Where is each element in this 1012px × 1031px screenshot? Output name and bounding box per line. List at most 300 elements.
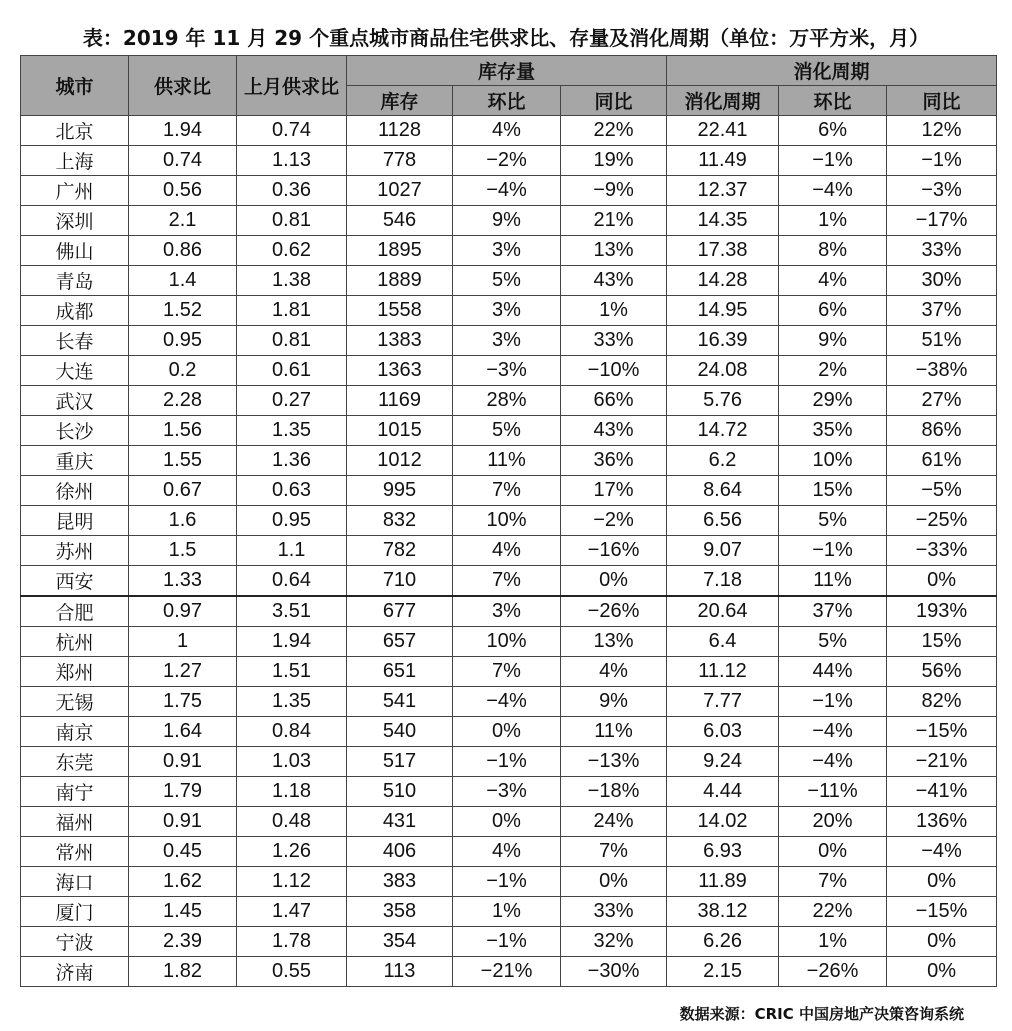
cell-city: 长沙 bbox=[21, 416, 129, 446]
cell-cycle: 22.41 bbox=[667, 116, 779, 146]
header-cycle-yoy: 同比 bbox=[887, 86, 997, 116]
cell-last-ratio: 0.27 bbox=[237, 386, 347, 416]
cell-cycle-mom: 0% bbox=[779, 837, 887, 867]
cell-inventory-yoy: 7% bbox=[561, 837, 667, 867]
cell-cycle-yoy: 15% bbox=[887, 627, 997, 657]
cell-inventory-mom: −3% bbox=[453, 356, 561, 386]
cell-inventory-yoy: −2% bbox=[561, 506, 667, 536]
cell-cycle-mom: 5% bbox=[779, 506, 887, 536]
cell-city: 东莞 bbox=[21, 747, 129, 777]
cell-cycle-mom: −11% bbox=[779, 777, 887, 807]
cell-cycle-mom: 11% bbox=[779, 566, 887, 597]
cell-last-ratio: 0.63 bbox=[237, 476, 347, 506]
cell-inventory-mom: 0% bbox=[453, 807, 561, 837]
cell-ratio: 0.97 bbox=[129, 596, 237, 627]
cell-inventory-mom: 3% bbox=[453, 236, 561, 266]
header-inventory-mom: 环比 bbox=[453, 86, 561, 116]
cell-inventory-mom: 10% bbox=[453, 506, 561, 536]
cell-inventory: 1383 bbox=[347, 326, 453, 356]
cell-last-ratio: 0.48 bbox=[237, 807, 347, 837]
cell-inventory-mom: 3% bbox=[453, 326, 561, 356]
cell-city: 常州 bbox=[21, 837, 129, 867]
cell-inventory: 832 bbox=[347, 506, 453, 536]
cell-ratio: 1.33 bbox=[129, 566, 237, 597]
cell-ratio: 1.62 bbox=[129, 867, 237, 897]
header-cycle-group: 消化周期 bbox=[667, 56, 997, 86]
table-row bbox=[21, 296, 997, 326]
cell-city: 大连 bbox=[21, 356, 129, 386]
cell-ratio: 1.45 bbox=[129, 897, 237, 927]
table-row bbox=[21, 536, 997, 566]
cell-cycle-mom: 1% bbox=[779, 206, 887, 236]
cell-inventory: 1558 bbox=[347, 296, 453, 326]
cell-cycle: 24.08 bbox=[667, 356, 779, 386]
cell-cycle-mom: 35% bbox=[779, 416, 887, 446]
table-row bbox=[21, 627, 997, 657]
table-row bbox=[21, 416, 997, 446]
cell-ratio: 1.27 bbox=[129, 657, 237, 687]
cell-cycle: 14.95 bbox=[667, 296, 779, 326]
cell-inventory-yoy: 1% bbox=[561, 296, 667, 326]
cell-ratio: 0.45 bbox=[129, 837, 237, 867]
cell-cycle: 8.64 bbox=[667, 476, 779, 506]
table-row bbox=[21, 116, 997, 146]
cell-cycle-mom: −4% bbox=[779, 176, 887, 206]
cell-last-ratio: 1.81 bbox=[237, 296, 347, 326]
cell-inventory: 546 bbox=[347, 206, 453, 236]
cell-cycle: 20.64 bbox=[667, 596, 779, 627]
cell-inventory-mom: 4% bbox=[453, 837, 561, 867]
cell-city: 北京 bbox=[21, 116, 129, 146]
cell-inventory: 782 bbox=[347, 536, 453, 566]
cell-cycle-mom: 37% bbox=[779, 596, 887, 627]
cell-inventory: 1027 bbox=[347, 176, 453, 206]
cell-inventory-mom: 3% bbox=[453, 596, 561, 627]
cell-city: 昆明 bbox=[21, 506, 129, 536]
cell-inventory: 778 bbox=[347, 146, 453, 176]
cell-inventory: 431 bbox=[347, 807, 453, 837]
cell-last-ratio: 1.1 bbox=[237, 536, 347, 566]
cell-last-ratio: 1.36 bbox=[237, 446, 347, 476]
cell-ratio: 2.1 bbox=[129, 206, 237, 236]
cell-last-ratio: 0.74 bbox=[237, 116, 347, 146]
cell-cycle-yoy: 56% bbox=[887, 657, 997, 687]
cell-city: 厦门 bbox=[21, 897, 129, 927]
cell-inventory: 677 bbox=[347, 596, 453, 627]
cell-cycle-yoy: −33% bbox=[887, 536, 997, 566]
cell-cycle-yoy: −17% bbox=[887, 206, 997, 236]
cell-inventory-yoy: 43% bbox=[561, 416, 667, 446]
cell-inventory-yoy: 43% bbox=[561, 266, 667, 296]
cell-cycle-yoy: 0% bbox=[887, 927, 997, 957]
table-title: 表：2019 年 11 月 29 个重点城市商品住宅供求比、存量及消化周期（单位：万平方米，月） bbox=[82, 26, 930, 50]
cell-cycle-yoy: −38% bbox=[887, 356, 997, 386]
table-row bbox=[21, 957, 997, 987]
cell-cycle: 6.26 bbox=[667, 927, 779, 957]
table-row bbox=[21, 687, 997, 717]
cell-inventory: 358 bbox=[347, 897, 453, 927]
cell-cycle-mom: 5% bbox=[779, 627, 887, 657]
table-row bbox=[21, 506, 997, 536]
cell-ratio: 1.94 bbox=[129, 116, 237, 146]
cell-last-ratio: 1.03 bbox=[237, 747, 347, 777]
cell-cycle: 11.12 bbox=[667, 657, 779, 687]
cell-last-ratio: 0.62 bbox=[237, 236, 347, 266]
cell-city: 成都 bbox=[21, 296, 129, 326]
cell-inventory-mom: −2% bbox=[453, 146, 561, 176]
cell-ratio: 1.82 bbox=[129, 957, 237, 987]
cell-inventory-mom: 3% bbox=[453, 296, 561, 326]
cell-ratio: 1.52 bbox=[129, 296, 237, 326]
cell-inventory-mom: 1% bbox=[453, 897, 561, 927]
cell-cycle: 38.12 bbox=[667, 897, 779, 927]
cell-inventory: 1015 bbox=[347, 416, 453, 446]
cell-ratio: 0.74 bbox=[129, 146, 237, 176]
table-row bbox=[21, 206, 997, 236]
cell-city: 南宁 bbox=[21, 777, 129, 807]
cell-inventory-yoy: 24% bbox=[561, 807, 667, 837]
cell-inventory-mom: 0% bbox=[453, 717, 561, 747]
cell-city: 郑州 bbox=[21, 657, 129, 687]
cell-last-ratio: 0.64 bbox=[237, 566, 347, 597]
cell-cycle: 6.2 bbox=[667, 446, 779, 476]
cell-inventory: 517 bbox=[347, 747, 453, 777]
cell-last-ratio: 1.38 bbox=[237, 266, 347, 296]
cell-ratio: 2.39 bbox=[129, 927, 237, 957]
cell-cycle: 16.39 bbox=[667, 326, 779, 356]
header-city: 城市 bbox=[21, 56, 129, 116]
cell-inventory-yoy: 11% bbox=[561, 717, 667, 747]
cell-city: 佛山 bbox=[21, 236, 129, 266]
table-row bbox=[21, 657, 997, 687]
cell-inventory: 383 bbox=[347, 867, 453, 897]
cell-inventory: 1012 bbox=[347, 446, 453, 476]
header-ratio: 供求比 bbox=[129, 56, 237, 116]
cell-inventory-yoy: −26% bbox=[561, 596, 667, 627]
cell-inventory-yoy: 17% bbox=[561, 476, 667, 506]
cell-city: 西安 bbox=[21, 566, 129, 597]
cell-cycle-yoy: 0% bbox=[887, 957, 997, 987]
cell-cycle-yoy: −4% bbox=[887, 837, 997, 867]
table-row bbox=[21, 867, 997, 897]
cell-last-ratio: 0.55 bbox=[237, 957, 347, 987]
cell-ratio: 0.91 bbox=[129, 807, 237, 837]
cell-inventory-mom: 28% bbox=[453, 386, 561, 416]
cell-cycle: 9.24 bbox=[667, 747, 779, 777]
table-row bbox=[21, 807, 997, 837]
cell-inventory-mom: 9% bbox=[453, 206, 561, 236]
cell-city: 重庆 bbox=[21, 446, 129, 476]
cell-cycle-yoy: −15% bbox=[887, 717, 997, 747]
source-note: 数据来源：CRIC 中国房地产决策咨询系统 bbox=[679, 1005, 964, 1023]
cell-ratio: 0.2 bbox=[129, 356, 237, 386]
cell-last-ratio: 1.13 bbox=[237, 146, 347, 176]
cell-cycle-yoy: 136% bbox=[887, 807, 997, 837]
cell-cycle: 6.93 bbox=[667, 837, 779, 867]
cell-cycle-mom: 9% bbox=[779, 326, 887, 356]
cell-inventory: 657 bbox=[347, 627, 453, 657]
cell-cycle-mom: −4% bbox=[779, 717, 887, 747]
cell-inventory: 540 bbox=[347, 717, 453, 747]
cell-city: 上海 bbox=[21, 146, 129, 176]
cell-last-ratio: 0.84 bbox=[237, 717, 347, 747]
cell-cycle-mom: 2% bbox=[779, 356, 887, 386]
header-inventory-group: 库存量 bbox=[347, 56, 667, 86]
cell-last-ratio: 3.51 bbox=[237, 596, 347, 627]
cell-ratio: 1.75 bbox=[129, 687, 237, 717]
cell-cycle: 6.03 bbox=[667, 717, 779, 747]
cell-inventory-yoy: 22% bbox=[561, 116, 667, 146]
cell-inventory: 651 bbox=[347, 657, 453, 687]
cell-cycle-yoy: 37% bbox=[887, 296, 997, 326]
cell-inventory-mom: 4% bbox=[453, 536, 561, 566]
cell-cycle-mom: 6% bbox=[779, 296, 887, 326]
cell-ratio: 1.6 bbox=[129, 506, 237, 536]
cell-inventory: 541 bbox=[347, 687, 453, 717]
cell-last-ratio: 1.78 bbox=[237, 927, 347, 957]
cell-cycle: 14.28 bbox=[667, 266, 779, 296]
cell-cycle-yoy: 30% bbox=[887, 266, 997, 296]
cell-ratio: 1.64 bbox=[129, 717, 237, 747]
cell-city: 苏州 bbox=[21, 536, 129, 566]
cell-cycle-yoy: −1% bbox=[887, 146, 997, 176]
table-row bbox=[21, 927, 997, 957]
cell-inventory: 995 bbox=[347, 476, 453, 506]
cell-ratio: 0.56 bbox=[129, 176, 237, 206]
cell-inventory-mom: −1% bbox=[453, 867, 561, 897]
cell-ratio: 1.56 bbox=[129, 416, 237, 446]
cell-inventory: 406 bbox=[347, 837, 453, 867]
cell-city: 无锡 bbox=[21, 687, 129, 717]
cell-cycle: 7.77 bbox=[667, 687, 779, 717]
table-row bbox=[21, 747, 997, 777]
cell-last-ratio: 1.35 bbox=[237, 416, 347, 446]
cell-cycle-mom: 6% bbox=[779, 116, 887, 146]
cell-cycle-yoy: −5% bbox=[887, 476, 997, 506]
cell-ratio: 0.91 bbox=[129, 747, 237, 777]
table-row bbox=[21, 446, 997, 476]
cell-cycle-mom: 15% bbox=[779, 476, 887, 506]
cell-cycle: 12.37 bbox=[667, 176, 779, 206]
header-last-ratio: 上月供求比 bbox=[237, 56, 347, 116]
cell-inventory: 1363 bbox=[347, 356, 453, 386]
cell-last-ratio: 1.47 bbox=[237, 897, 347, 927]
cell-city: 杭州 bbox=[21, 627, 129, 657]
cell-cycle-mom: 10% bbox=[779, 446, 887, 476]
cell-inventory-yoy: 0% bbox=[561, 566, 667, 597]
cell-cycle: 11.49 bbox=[667, 146, 779, 176]
cell-inventory-yoy: 4% bbox=[561, 657, 667, 687]
cell-city: 青岛 bbox=[21, 266, 129, 296]
cell-cycle-mom: −4% bbox=[779, 747, 887, 777]
cell-inventory-yoy: 9% bbox=[561, 687, 667, 717]
cell-inventory-yoy: 21% bbox=[561, 206, 667, 236]
cell-inventory-yoy: 66% bbox=[561, 386, 667, 416]
cell-city: 福州 bbox=[21, 807, 129, 837]
data-table bbox=[20, 55, 997, 987]
cell-cycle-yoy: −15% bbox=[887, 897, 997, 927]
cell-inventory-yoy: 13% bbox=[561, 627, 667, 657]
table-row bbox=[21, 146, 997, 176]
cell-city: 济南 bbox=[21, 957, 129, 987]
cell-cycle-mom: 1% bbox=[779, 927, 887, 957]
cell-cycle: 11.89 bbox=[667, 867, 779, 897]
table-row bbox=[21, 596, 997, 627]
cell-ratio: 1.79 bbox=[129, 777, 237, 807]
cell-ratio: 1.5 bbox=[129, 536, 237, 566]
cell-inventory: 354 bbox=[347, 927, 453, 957]
cell-inventory-mom: 10% bbox=[453, 627, 561, 657]
cell-cycle-mom: 44% bbox=[779, 657, 887, 687]
cell-last-ratio: 0.36 bbox=[237, 176, 347, 206]
cell-last-ratio: 1.94 bbox=[237, 627, 347, 657]
cell-cycle-mom: 7% bbox=[779, 867, 887, 897]
cell-inventory-yoy: 13% bbox=[561, 236, 667, 266]
cell-cycle-yoy: 27% bbox=[887, 386, 997, 416]
table-row bbox=[21, 777, 997, 807]
cell-cycle: 6.56 bbox=[667, 506, 779, 536]
cell-ratio: 1 bbox=[129, 627, 237, 657]
cell-inventory-yoy: −16% bbox=[561, 536, 667, 566]
cell-cycle-yoy: −3% bbox=[887, 176, 997, 206]
cell-last-ratio: 0.81 bbox=[237, 326, 347, 356]
table-body bbox=[21, 116, 997, 987]
cell-ratio: 0.95 bbox=[129, 326, 237, 356]
cell-cycle-yoy: 0% bbox=[887, 867, 997, 897]
cell-ratio: 1.55 bbox=[129, 446, 237, 476]
header-inventory: 库存 bbox=[347, 86, 453, 116]
header-inventory-yoy: 同比 bbox=[561, 86, 667, 116]
table-row bbox=[21, 326, 997, 356]
cell-cycle-mom: 4% bbox=[779, 266, 887, 296]
cell-cycle-yoy: 193% bbox=[887, 596, 997, 627]
cell-last-ratio: 1.12 bbox=[237, 867, 347, 897]
cell-last-ratio: 1.26 bbox=[237, 837, 347, 867]
cell-cycle-yoy: 51% bbox=[887, 326, 997, 356]
cell-cycle: 14.72 bbox=[667, 416, 779, 446]
cell-cycle-yoy: 33% bbox=[887, 236, 997, 266]
cell-inventory: 1128 bbox=[347, 116, 453, 146]
table-row bbox=[21, 837, 997, 867]
cell-cycle: 17.38 bbox=[667, 236, 779, 266]
cell-inventory: 1895 bbox=[347, 236, 453, 266]
table-row bbox=[21, 236, 997, 266]
cell-cycle-mom: −1% bbox=[779, 687, 887, 717]
cell-inventory-mom: 4% bbox=[453, 116, 561, 146]
cell-cycle: 9.07 bbox=[667, 536, 779, 566]
cell-cycle-mom: 22% bbox=[779, 897, 887, 927]
cell-inventory-mom: −4% bbox=[453, 687, 561, 717]
cell-inventory-yoy: 33% bbox=[561, 897, 667, 927]
header-cycle-mom: 环比 bbox=[779, 86, 887, 116]
cell-cycle-yoy: 0% bbox=[887, 566, 997, 597]
cell-inventory-mom: −4% bbox=[453, 176, 561, 206]
cell-cycle: 5.76 bbox=[667, 386, 779, 416]
cell-inventory-mom: 5% bbox=[453, 416, 561, 446]
cell-last-ratio: 0.95 bbox=[237, 506, 347, 536]
cell-inventory: 510 bbox=[347, 777, 453, 807]
cell-cycle-yoy: −21% bbox=[887, 747, 997, 777]
cell-last-ratio: 1.35 bbox=[237, 687, 347, 717]
cell-inventory-yoy: −30% bbox=[561, 957, 667, 987]
cell-cycle-yoy: 12% bbox=[887, 116, 997, 146]
table-row bbox=[21, 386, 997, 416]
cell-inventory-yoy: 0% bbox=[561, 867, 667, 897]
table-row bbox=[21, 717, 997, 747]
cell-inventory-mom: −3% bbox=[453, 777, 561, 807]
cell-city: 武汉 bbox=[21, 386, 129, 416]
table-row bbox=[21, 566, 997, 597]
cell-inventory: 1889 bbox=[347, 266, 453, 296]
cell-last-ratio: 1.18 bbox=[237, 777, 347, 807]
cell-inventory-mom: 7% bbox=[453, 476, 561, 506]
cell-inventory-yoy: 36% bbox=[561, 446, 667, 476]
cell-city: 合肥 bbox=[21, 596, 129, 627]
cell-ratio: 0.67 bbox=[129, 476, 237, 506]
cell-city: 海口 bbox=[21, 867, 129, 897]
cell-inventory-mom: −1% bbox=[453, 927, 561, 957]
cell-cycle-mom: 20% bbox=[779, 807, 887, 837]
cell-ratio: 1.4 bbox=[129, 266, 237, 296]
table-row bbox=[21, 176, 997, 206]
cell-inventory: 710 bbox=[347, 566, 453, 597]
cell-last-ratio: 0.81 bbox=[237, 206, 347, 236]
cell-cycle: 2.15 bbox=[667, 957, 779, 987]
cell-inventory-yoy: −10% bbox=[561, 356, 667, 386]
cell-inventory-yoy: −18% bbox=[561, 777, 667, 807]
cell-cycle-mom: 8% bbox=[779, 236, 887, 266]
cell-inventory-yoy: −13% bbox=[561, 747, 667, 777]
cell-cycle-mom: −26% bbox=[779, 957, 887, 987]
table-row bbox=[21, 897, 997, 927]
cell-inventory-yoy: 19% bbox=[561, 146, 667, 176]
table-row bbox=[21, 476, 997, 506]
table-row bbox=[21, 266, 997, 296]
cell-cycle-mom: 29% bbox=[779, 386, 887, 416]
cell-city: 徐州 bbox=[21, 476, 129, 506]
cell-cycle: 7.18 bbox=[667, 566, 779, 597]
cell-city: 广州 bbox=[21, 176, 129, 206]
cell-inventory-mom: −21% bbox=[453, 957, 561, 987]
cell-last-ratio: 1.51 bbox=[237, 657, 347, 687]
cell-cycle-yoy: 61% bbox=[887, 446, 997, 476]
cell-last-ratio: 0.61 bbox=[237, 356, 347, 386]
cell-cycle: 6.4 bbox=[667, 627, 779, 657]
cell-inventory: 113 bbox=[347, 957, 453, 987]
cell-cycle-yoy: 82% bbox=[887, 687, 997, 717]
cell-cycle-yoy: −25% bbox=[887, 506, 997, 536]
cell-ratio: 2.28 bbox=[129, 386, 237, 416]
cell-city: 南京 bbox=[21, 717, 129, 747]
cell-city: 深圳 bbox=[21, 206, 129, 236]
cell-city: 宁波 bbox=[21, 927, 129, 957]
cell-inventory-mom: −1% bbox=[453, 747, 561, 777]
cell-inventory-yoy: 32% bbox=[561, 927, 667, 957]
cell-inventory-mom: 7% bbox=[453, 566, 561, 597]
cell-inventory-yoy: −9% bbox=[561, 176, 667, 206]
cell-ratio: 0.86 bbox=[129, 236, 237, 266]
cell-cycle-mom: −1% bbox=[779, 536, 887, 566]
cell-inventory-mom: 11% bbox=[453, 446, 561, 476]
cell-cycle: 14.02 bbox=[667, 807, 779, 837]
cell-inventory: 1169 bbox=[347, 386, 453, 416]
cell-city: 长春 bbox=[21, 326, 129, 356]
cell-cycle-yoy: 86% bbox=[887, 416, 997, 446]
header-cycle: 消化周期 bbox=[667, 86, 779, 116]
cell-inventory-mom: 7% bbox=[453, 657, 561, 687]
cell-inventory-mom: 5% bbox=[453, 266, 561, 296]
cell-cycle: 4.44 bbox=[667, 777, 779, 807]
